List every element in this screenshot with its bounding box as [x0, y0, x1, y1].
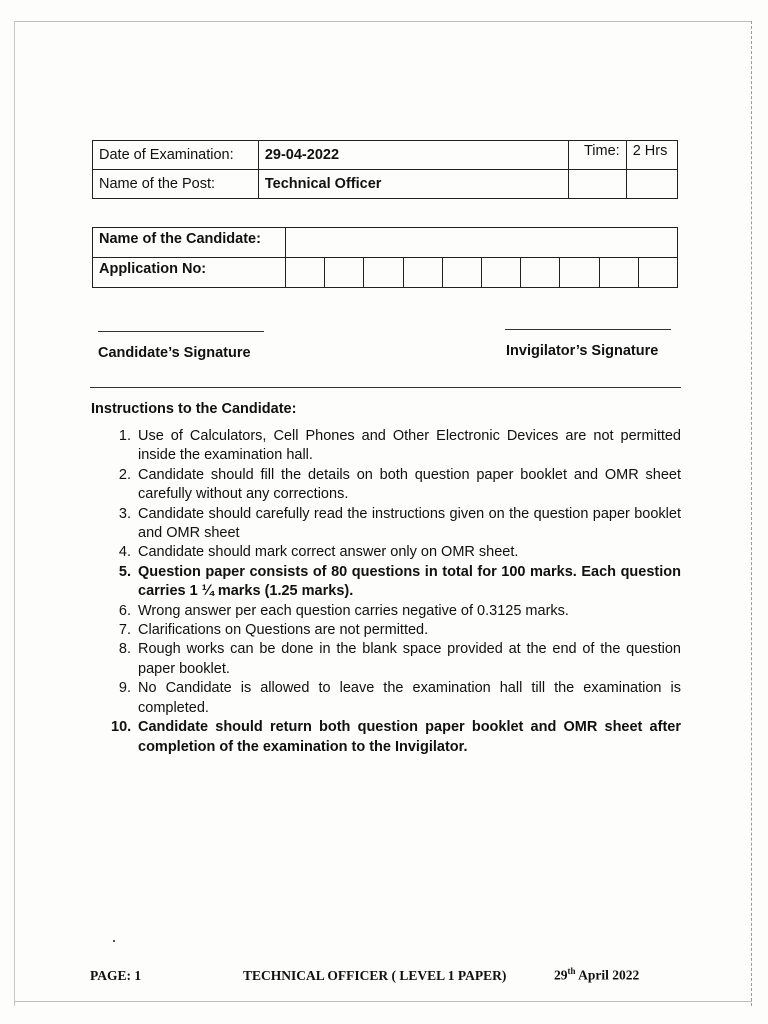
invigilator-signature-line[interactable]	[505, 329, 671, 330]
application-label: Application No:	[93, 258, 286, 288]
instruction-number: 2.	[118, 466, 131, 483]
instructions-list	[111, 427, 681, 757]
footer-date	[554, 966, 639, 984]
instruction-text: No Candidate is allowed to leave the examination hall till the examination is completed.	[138, 680, 681, 716]
application-row	[93, 258, 678, 288]
application-digit-box[interactable]	[364, 258, 403, 288]
instruction-item	[111, 602, 681, 621]
instruction-number: 10.	[111, 719, 132, 736]
candidate-name-field[interactable]	[286, 228, 678, 258]
instruction-item	[111, 543, 681, 562]
instruction-item	[111, 563, 681, 602]
instruction-number: 6.	[118, 602, 131, 619]
candidate-name-row	[93, 228, 678, 258]
application-digit-box[interactable]	[403, 258, 442, 288]
time-value: 2 Hrs	[626, 141, 677, 170]
empty-cell	[569, 170, 626, 199]
instructions-heading: Instructions to the Candidate:	[91, 401, 297, 417]
date-value: 29-04-2022	[258, 141, 569, 170]
scan-edge-right	[751, 21, 752, 1006]
instruction-item	[111, 718, 681, 757]
instruction-text: Rough works can be done in the blank space provided at the end of the question paper booklet.	[138, 641, 681, 677]
footer-date-day: 29	[554, 967, 568, 983]
post-label: Name of the Post:	[93, 170, 259, 199]
instruction-text: Candidate should fill the details on both question paper booklet and OMR sheet carefully without any corrections.	[138, 466, 681, 503]
application-digit-box[interactable]	[325, 258, 364, 288]
instruction-number: 4.	[118, 544, 131, 561]
instruction-item	[111, 505, 681, 544]
instruction-number: 5.	[118, 563, 131, 580]
instruction-text: Clarifications on Questions are not permitted.	[138, 622, 429, 639]
instruction-item	[111, 679, 681, 718]
instruction-text: Use of Calculators, Cell Phones and Other Electronic Devices are not permitted inside the examination hall.	[138, 428, 681, 464]
scan-edge-top	[14, 21, 752, 22]
section-divider	[90, 387, 681, 388]
scan-speck	[113, 940, 115, 942]
application-digit-box[interactable]	[286, 258, 325, 288]
footer-date-rest: April 2022	[575, 967, 640, 983]
instruction-text: Question paper consists of 80 questions in total for 100 marks. Each question carries 1 ¼ marks (1.25 marks).	[138, 563, 681, 600]
candidate-name-label: Name of the Candidate:	[93, 228, 286, 258]
exam-details-table	[92, 140, 678, 199]
time-label: Time:	[569, 141, 626, 170]
instruction-number: 3.	[118, 505, 131, 522]
instruction-number: 1.	[118, 428, 131, 444]
footer-paper-title: TECHNICAL OFFICER ( LEVEL 1 PAPER)	[243, 968, 507, 983]
instruction-text: Candidate should mark correct answer only on OMR sheet.	[138, 544, 519, 561]
instruction-item	[111, 466, 681, 505]
candidate-signature-line[interactable]	[98, 331, 264, 332]
post-row	[93, 170, 678, 199]
candidate-details-table	[92, 227, 678, 288]
instruction-text: Candidate should carefully read the instructions given on the question paper booklet and OMR sheet	[138, 505, 681, 542]
instruction-item	[111, 427, 681, 466]
scan-edge-left	[14, 21, 15, 1006]
instruction-number: 8.	[118, 641, 131, 658]
instruction-number: 9.	[118, 680, 131, 697]
application-digit-box[interactable]	[638, 258, 677, 288]
application-digit-box[interactable]	[521, 258, 560, 288]
date-label: Date of Examination:	[93, 141, 259, 170]
candidate-signature-label: Candidate’s Signature	[98, 345, 251, 361]
instruction-item	[111, 621, 681, 640]
instruction-text: Wrong answer per each question carries negative of 0.3125 marks.	[138, 602, 569, 619]
instruction-text: Candidate should return both question paper booklet and OMR sheet after completion of the examination to the Invigilator.	[138, 719, 681, 755]
invigilator-signature-label: Invigilator’s Signature	[506, 343, 659, 359]
post-value: Technical Officer	[258, 170, 569, 199]
application-digit-box[interactable]	[560, 258, 599, 288]
application-digit-box[interactable]	[442, 258, 481, 288]
application-digit-box[interactable]	[481, 258, 520, 288]
instruction-number: 7.	[118, 622, 131, 639]
footer-page-number: PAGE: 1	[90, 968, 142, 983]
empty-cell	[626, 170, 677, 199]
instruction-item	[111, 640, 681, 679]
footer-date-suffix: th	[567, 966, 576, 976]
application-digit-box[interactable]	[599, 258, 638, 288]
exam-date-row	[93, 141, 678, 170]
scan-edge-bottom	[14, 1001, 752, 1002]
